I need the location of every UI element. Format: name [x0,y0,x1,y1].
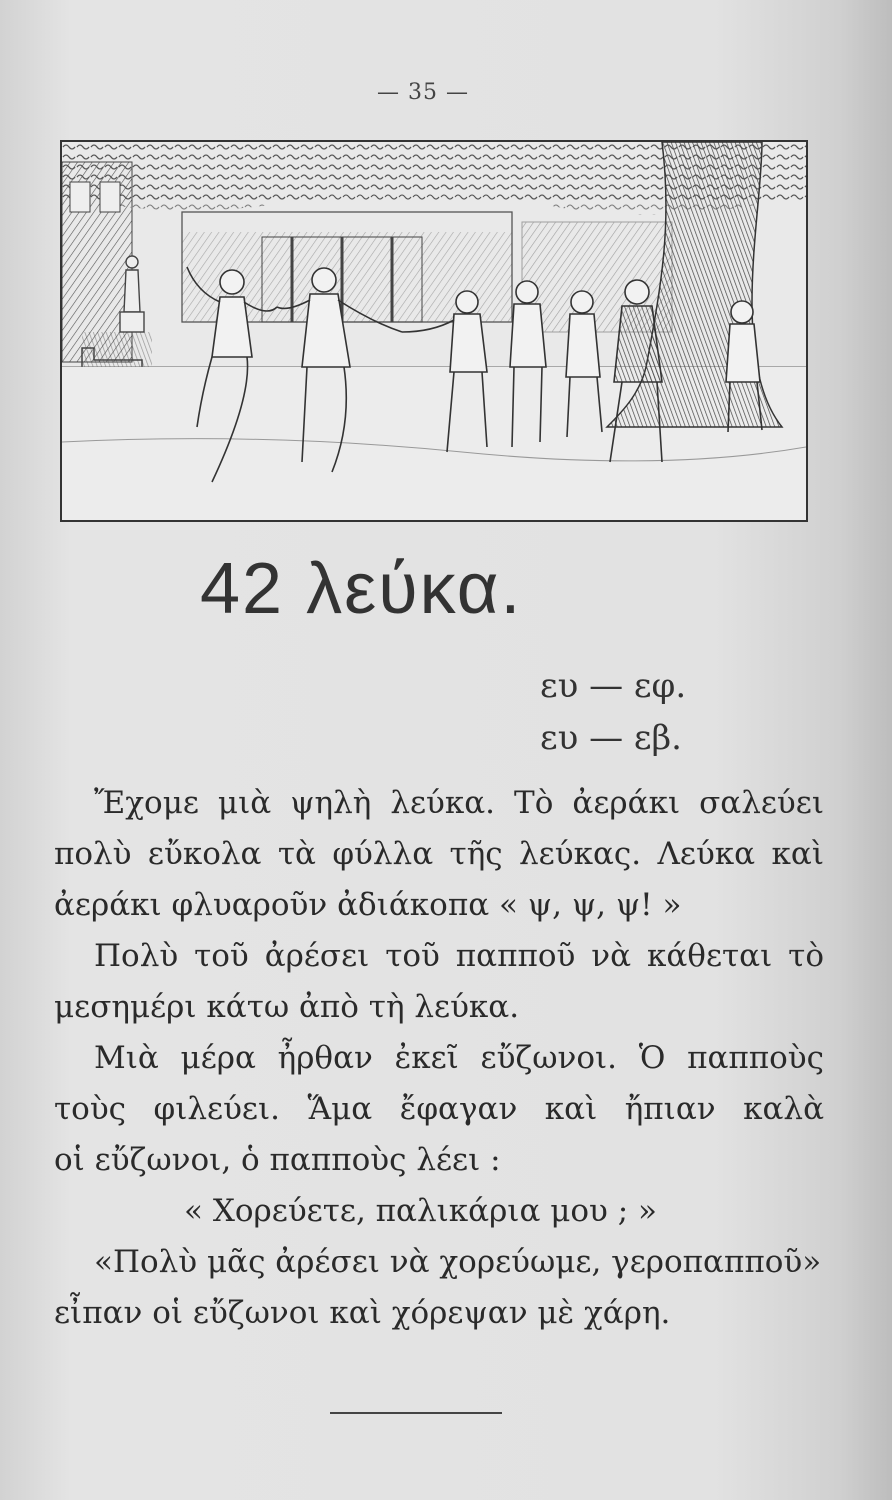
text-line: ἀεράκι φλυαροῦν ἀδιάκοπα « ψ, ψ, ψ! » [54,887,682,923]
text-line: οἱ εὔζωνοι, ὁ παπποὺς λέει : [54,1142,501,1178]
text-line: εἶπαν οἱ εὔζωνοι καὶ χόρεψαν μὲ χάρη. [54,1295,671,1331]
text-line: τοὺς φιλεύει. Ἅμα ἔφαγαν καὶ ἤπιαν καλὰ [54,1091,824,1127]
illustration-dancing-evzones [60,140,808,522]
lesson-title [200,548,522,630]
closing-rule [330,1412,502,1414]
page-number: — 35 — [377,80,469,105]
engraving-drawing [62,142,806,520]
pronunciation-rules [540,660,686,764]
text-line: « Χορεύετε, παλικάρια μου ; » [184,1193,658,1229]
rule-ev-ef: ευ — εφ. [540,666,687,706]
text-line: Πολὺ τοῦ ἀρέσει τοῦ παπποῦ νὰ κάθεται τὸ [94,938,824,974]
lesson-number: 42 [200,549,285,629]
text-line: Ἔχομε μιὰ ψηλὴ λεύκα. Τὸ ἀεράκι σαλεύει [94,785,824,821]
rule-ev-ev: ευ — εβ. [540,718,682,758]
reading-passage [54,778,824,1339]
text-line: Μιὰ μέρα ἦρθαν ἐκεῖ εὔζωνοι. Ὁ παπποὺς [94,1040,824,1076]
text-line: πολὺ εὔκολα τὰ φύλλα τῆς λεύκας. Λεύκα καὶ [54,836,824,872]
lesson-word: λεύκα. [306,549,523,629]
text-line: μεσημέρι κάτω ἀπὸ τὴ λεύκα. [54,989,520,1025]
text-line: «Πολὺ μᾶς ἀρέσει νὰ χορεύωμε, γεροπαπποῦ» [94,1244,822,1280]
